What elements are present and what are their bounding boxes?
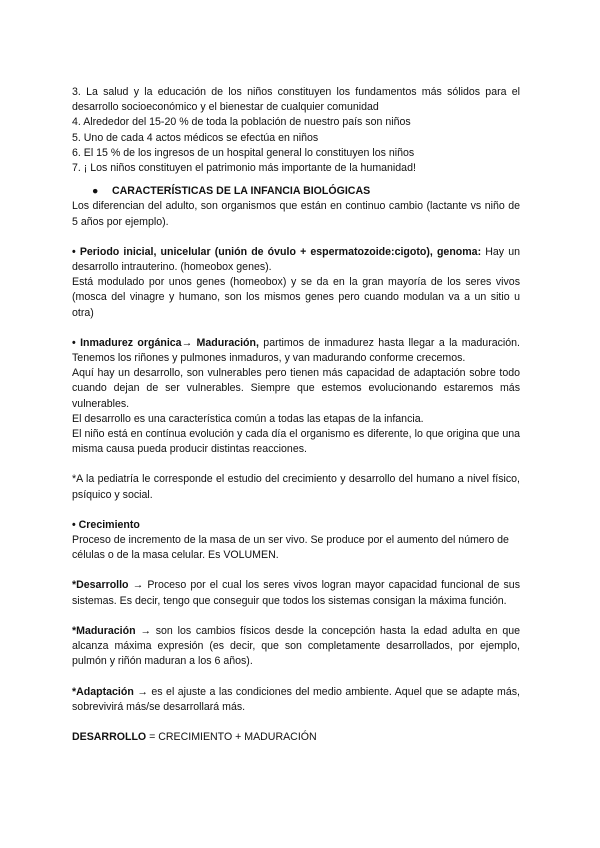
inmadurez-paragraph-2: Aquí hay un desarrollo, son vulnerables pero tienen más capacidad de adaptación sobre todo cuando dejan de ser vulnerables. Siempre que estemos evolucionando estaremos más vulnerables.	[72, 367, 520, 410]
pediatria-note: *A la pediatría le corresponde el estudio del crecimiento y desarrollo del humano a nivel físico, psíquico y social.	[72, 473, 520, 501]
formula-line	[72, 730, 520, 745]
periodo-text: Hay un desarrollo intrauterino. (homeobox genes).	[72, 245, 521, 274]
inmadurez-paragraph-3: El desarrollo es una característica común a todas las etapas de la infancia.	[72, 412, 424, 425]
inmadurez-paragraph	[72, 336, 520, 366]
desarrollo-paragraph	[72, 578, 520, 608]
document-page	[72, 85, 520, 745]
periodo-paragraph-2: Está modulado por unos genes (homeobox) y se da en la gran mayoría de los seres vivos (mosca del vinagre y humano, son los mismos genes pero cuando modulan va a un sitio u otra)	[72, 276, 520, 319]
bullet-icon: ●	[92, 185, 99, 198]
crecimiento-title	[72, 518, 520, 533]
formula-text: = CRECIMIENTO + MADURACIÓN	[146, 730, 317, 743]
list-item: 6. El 15 % de los ingresos de un hospital general lo constituyen los niños	[72, 146, 415, 159]
adaptacion-title: *Adaptación	[72, 685, 134, 698]
inmadurez-title: • Inmadurez orgánica→ Maduración,	[72, 336, 259, 349]
maduracion-text: → son los cambios físicos desde la concepción hasta la edad adulta en que alcanza máxima expresión (es decir, que son completamente desarrollados, por ejemplo, pulmón y riñón maduran a los 6 años).	[72, 624, 520, 668]
section-heading-text: CARACTERÍSTICAS DE LA INFANCIA BIOLÓGICAS	[112, 185, 371, 198]
crecimiento-title-text: • Crecimiento	[72, 518, 140, 531]
list-item: 7. ¡ Los niños constituyen el patrimonio más importante de la humanidad!	[72, 162, 416, 175]
intro-paragraph: Los diferencian del adulto, son organismos que están en continuo cambio (lactante vs niño de 5 años por ejemplo).	[72, 200, 520, 228]
inmadurez-text: partimos de inmadurez hasta llegar a la maduración. Tenemos los riñones y pulmones inmaduros, y van madurando conforme crecemos.	[72, 336, 520, 365]
adaptacion-paragraph	[72, 685, 520, 715]
list-item: 5. Uno de cada 4 actos médicos se efectúa en niños	[72, 131, 319, 144]
section-heading	[72, 184, 520, 199]
maduracion-paragraph	[72, 624, 520, 670]
list-item: 3. La salud y la educación de los niños constituyen los fundamentos más sólidos para el desarrollo socioeconómico y el bienestar de cualquier comunidad	[72, 86, 520, 114]
formula-title: DESARROLLO	[72, 730, 147, 743]
periodo-title: • Periodo inicial, unicelular (unión de óvulo + espermatozoide:cigoto), genoma:	[72, 245, 482, 258]
desarrollo-title: *Desarrollo	[72, 579, 129, 592]
maduracion-title: *Maduración	[72, 624, 136, 637]
list-item: 4. Alrededor del 15-20 % de toda la población de nuestro país son niños	[72, 116, 411, 129]
adaptacion-text: → es el ajuste a las condiciones del medio ambiente. Aquel que se adapte más, sobrevivirá más/se desarrollará más.	[72, 685, 520, 713]
crecimiento-text: Proceso de incremento de la masa de un ser vivo. Se produce por el aumento del número de células o de la masa celular. Es VOLUMEN.	[72, 534, 509, 562]
periodo-paragraph	[72, 245, 520, 275]
desarrollo-text: → Proceso por el cual los seres vivos logran mayor capacidad funcional de sus sistemas. Es decir, tengo que conseguir que todos los sistemas consigan la máxima función.	[72, 579, 520, 607]
inmadurez-paragraph-4: El niño está en contínua evolución y cada día el organismo es diferente, lo que origina que una misma causa pueda producir distintas reacciones.	[72, 428, 520, 456]
